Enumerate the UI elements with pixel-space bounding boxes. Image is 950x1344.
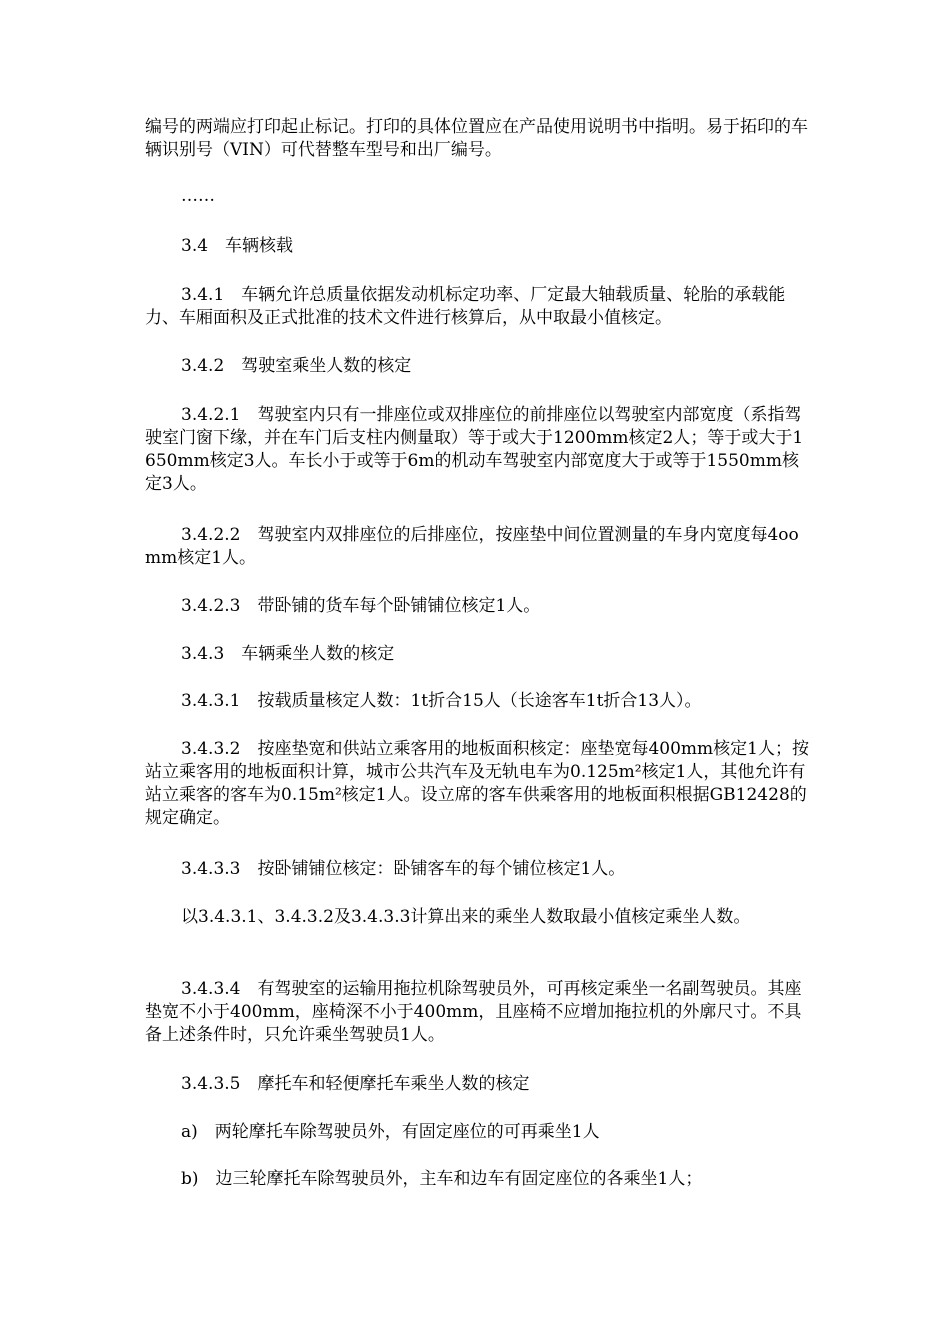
list-item-a: a) 两轮摩托车除驾驶员外，有固定座位的可再乘坐1人 — [181, 1122, 600, 1142]
clause-3-4-2-1: 3.4.2.1 驾驶室内只有一排座位或双排座位的前排座位以驾驶室内部宽度（系指驾驶室门窗下缘，并在车门后支柱内侧量取）等于或大于1200mm核定2人；等于或大于1650mm核定3人。车长小于或等于6m的机动车驾驶室内部宽度大于或等于1550mm核定3人。 — [145, 405, 804, 494]
clause-3-4-2-2: 3.4.2.2 驾驶室内双排座位的后排座位，按座垫中间位置测量的车身内宽度每4oomm核定1人。 — [145, 525, 799, 568]
clause-3-4-3-4: 3.4.3.4 有驾驶室的运输用拖拉机除驾驶员外，可再核定乘坐一名副驾驶员。其座垫宽不小于400mm，座椅深不小于400mm，且座椅不应增加拖拉机的外廓尺寸。不具备上述条件时，只允许乘坐驾驶员1人。 — [145, 979, 802, 1045]
clause-3-4-1: 3.4.1 车辆允许总质量依据发动机标定功率、厂定最大轴载质量、轮胎的承载能力、车厢面积及正式批准的技术文件进行核算后，从中取最小值核定。 — [145, 285, 786, 328]
section-heading-3-4: 3.4 车辆核载 — [181, 236, 294, 256]
clause-heading-3-4-3: 3.4.3 车辆乘坐人数的核定 — [181, 644, 395, 664]
paragraph-vin-marking: 编号的两端应打印起止标记。打印的具体位置应在产品使用说明书中指明。易于拓印的车辆识别号（VIN）可代替整车型号和出厂编号。 — [145, 117, 808, 160]
list-item-b: b) 边三轮摩托车除驾驶员外，主车和边车有固定座位的各乘坐1人； — [181, 1169, 703, 1189]
paragraph-ellipsis: …… — [181, 186, 215, 206]
clause-3-4-2-3: 3.4.2.3 带卧铺的货车每个卧铺铺位核定1人。 — [181, 596, 541, 616]
clause-heading-3-4-2: 3.4.2 驾驶室乘坐人数的核定 — [181, 356, 412, 376]
clause-3-4-3-2: 3.4.3.2 按座垫宽和供站立乘客用的地板面积核定：座垫宽每400mm核定1人；按站立乘客用的地板面积计算，城市公共汽车及无轨电车为0.125m²核定1人，其他允许有站立乘客的客车为0.15m²核定1人。设立席的客车供乘客用的地板面积根据GB12428的规定确定。 — [145, 739, 809, 828]
clause-3-4-3-1: 3.4.3.1 按载质量核定人数：1t折合15人（长途客车1t折合13人）。 — [181, 691, 702, 711]
clause-3-4-3-3: 3.4.3.3 按卧铺铺位核定：卧铺客车的每个铺位核定1人。 — [181, 859, 626, 879]
clause-heading-3-4-3-5: 3.4.3.5 摩托车和轻便摩托车乘坐人数的核定 — [181, 1074, 530, 1094]
paragraph-minimum-value: 以3.4.3.1、3.4.3.2及3.4.3.3计算出来的乘坐人数取最小值核定乘坐人数。 — [181, 907, 751, 927]
